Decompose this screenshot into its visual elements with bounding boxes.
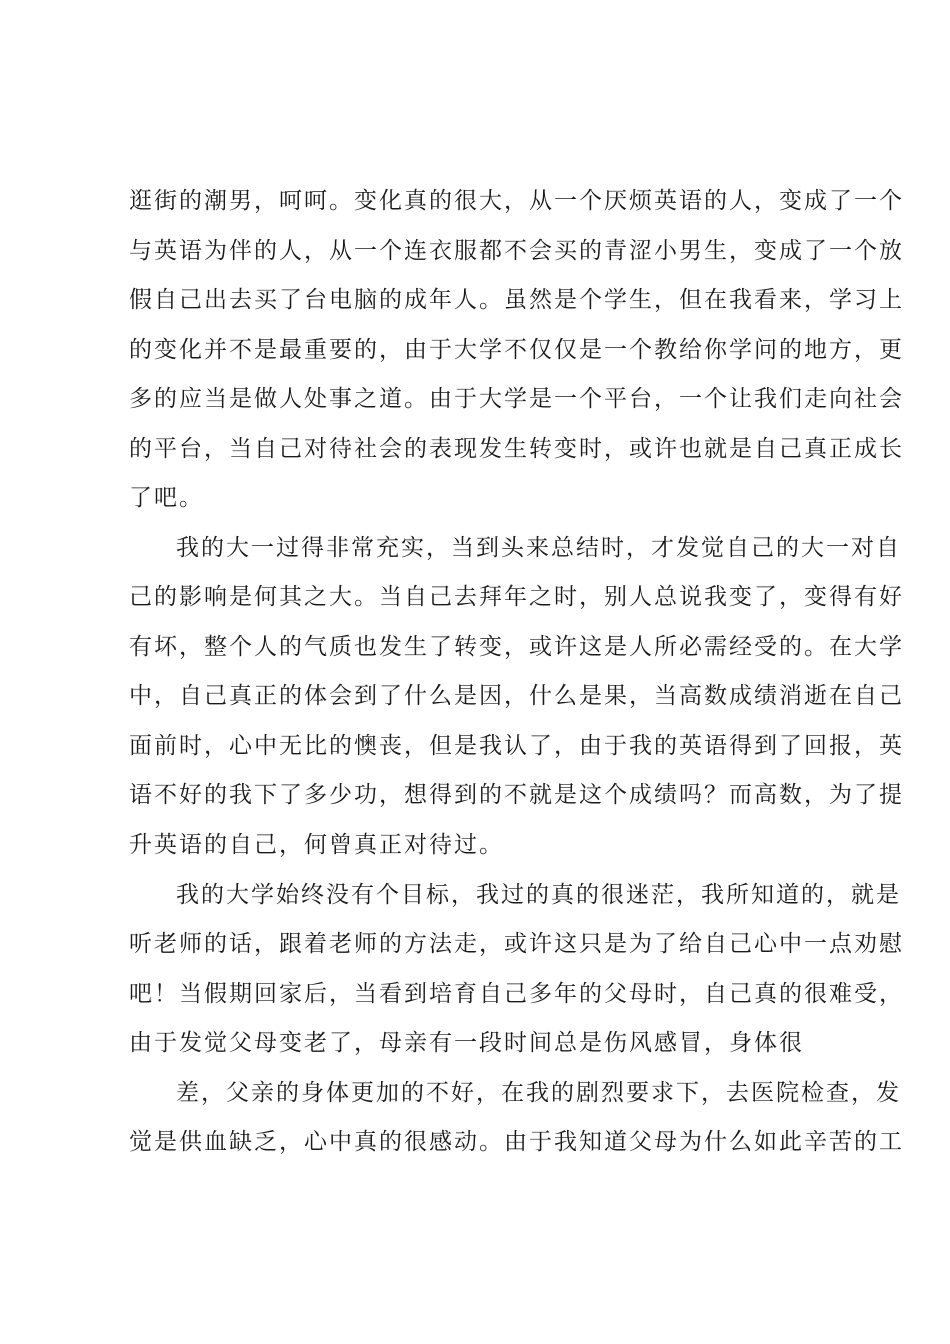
text-line: 与英语为伴的人，从一个连衣服都不会买的青涩小男生，变成了一个放 <box>129 238 904 264</box>
text-line: 了吧。 <box>129 485 204 511</box>
text-line: 由于发觉父母变老了，母亲有一段时间总是伤风感冒，身体很 <box>129 1030 804 1056</box>
text-line: 中，自己真正的体会到了什么是因，什么是果，当高数成绩消逝在自己 <box>129 683 904 709</box>
text-line: 己的影响是何其之大。当自己去拜年之时，别人总说我变了，变得有好 <box>129 584 904 610</box>
paragraph-first-line: 我的大学始终没有个目标，我过的真的很迷茫，我所知道的，就是 <box>176 882 901 908</box>
text-line: 吧！当假期回家后，当看到培育自己多年的父母时，自己真的很难受， <box>129 981 904 1007</box>
text-line: 多的应当是做人处事之道。由于大学是一个平台，一个让我们走向社会 <box>129 386 904 412</box>
paragraph-first-line: 差，父亲的身体更加的不好，在我的剧烈要求下，去医院检查，发 <box>176 1080 901 1106</box>
text-line: 听老师的话，跟着老师的方法走，或许这只是为了给自己心中一点劝慰 <box>129 931 904 957</box>
text-line: 有坏，整个人的气质也发生了转变，或许这是人所必需经受的。在大学 <box>129 634 904 660</box>
text-line: 升英语的自己，何曾真正对待过。 <box>129 832 504 858</box>
text-line: 的变化并不是最重要的，由于大学不仅仅是一个教给你学问的地方，更 <box>129 337 904 363</box>
text-line: 觉是供血缺乏，心中真的很感动。由于我知道父母为什么如此辛苦的工 <box>129 1129 904 1155</box>
text-line: 逛街的潮男，呵呵。变化真的很大，从一个厌烦英语的人，变成了一个 <box>129 188 904 214</box>
text-line: 语不好的我下了多少功，想得到的不就是这个成绩吗？而高数，为了提 <box>129 782 904 808</box>
paragraph-first-line: 我的大一过得非常充实，当到头来总结时，才发觉自己的大一对自 <box>176 535 901 561</box>
text-line: 的平台，当自己对待社会的表现发生转变时，或许也就是自己真正成长 <box>129 436 904 462</box>
text-line: 假自己出去买了台电脑的成年人。虽然是个学生，但在我看来，学习上 <box>129 287 904 313</box>
text-line: 面前时，心中无比的懊丧，但是我认了，由于我的英语得到了回报，英 <box>129 733 904 759</box>
